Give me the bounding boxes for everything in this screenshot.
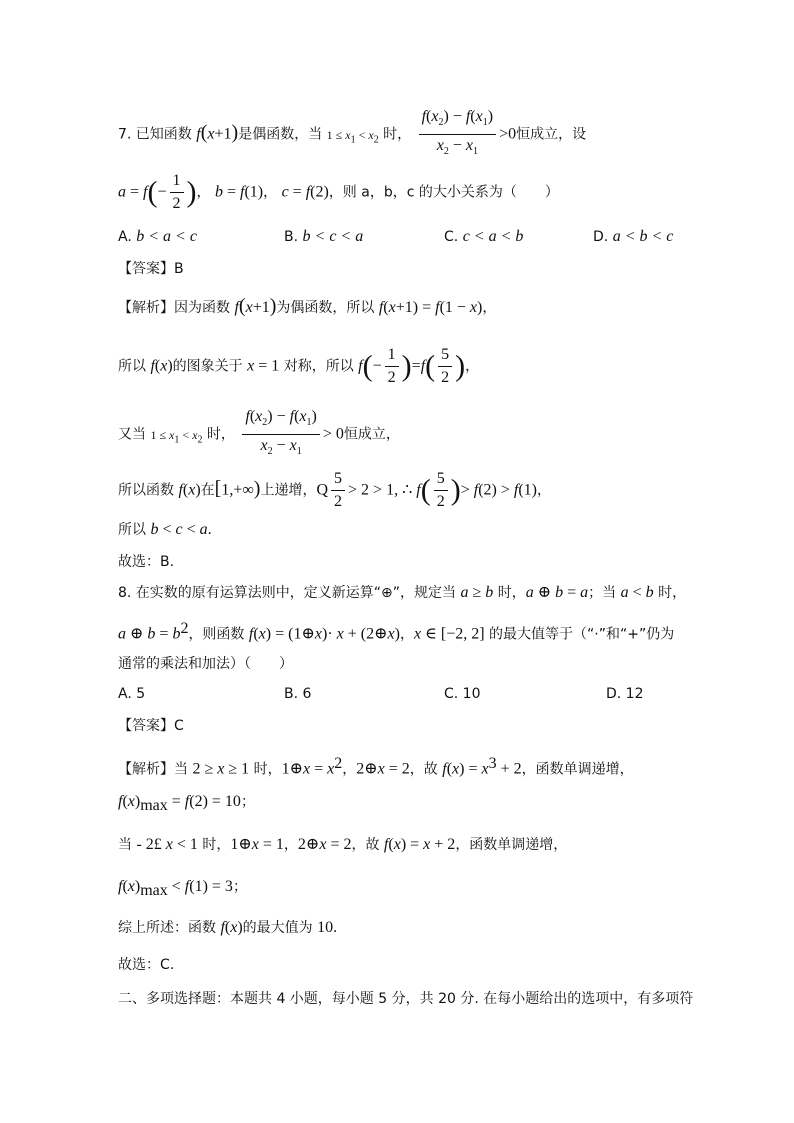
q7-fraction: $\frac{f(x_2) - f(x_1)}{x_2 - x_1}$: [419, 108, 496, 161]
section-2-heading: 二、多项选择题：本题共 4 小题，每小题 5 分，共 20 分. 在每小题给出的选项中，有多项符: [118, 991, 694, 1007]
q8-explanation-2: $f(x)_{max} = f(2) = 10$；: [118, 793, 255, 814]
q7-option-b: B. b < c < a: [284, 228, 364, 245]
q7-explanation-4: 所以函数 f(x)在[1,+∞)上递增，Q $\frac{5}{2}$ > 2 > 1, ∴ f( $\frac{5}{2}$ )> f(2) > f(1)，: [118, 470, 551, 510]
q7-line-2: a = f(− $\frac{1}{2}$ )， b = f(1)， c = f(2)，则 a，b，c 的大小关系为（ ）: [118, 172, 559, 212]
q8-summary: 综上所述：函数 f(x)的最大值为 10.: [118, 919, 338, 936]
q7-option-d: D. a < b < c: [593, 228, 674, 245]
q7-explanation-3: 又当 $1 \le x_1 < x_2$ 时， $\frac{f(x_2) - f(x_1)}{x_2 - x_1}$ > 0恒成立，: [118, 408, 400, 458]
q8-answer: 【答案】C: [118, 718, 184, 734]
q7-explanation-5: 所以 b < c < a.: [118, 521, 212, 538]
q7-explanation-1: 【解析】因为函数 f(x+1)为偶函数，所以 f(x+1) = f(1 − x)，: [118, 295, 497, 317]
q7-option-c: C. c < a < b: [444, 228, 524, 245]
q8-explanation-4: $f(x)_{max} < f(1) = 3$；: [118, 878, 247, 899]
q8-line-1: 8. 在实数的原有运算法则中，定义新运算“⊕”，规定当 a ≥ b 时，a ⊕ b = a；当 a < b 时，: [118, 584, 687, 601]
q8-option-b: B. 6: [284, 686, 312, 702]
q8-choice: 故选：C.: [118, 957, 175, 973]
q7-answer: 【答案】B: [118, 261, 184, 277]
q7-line-1: 7. 已知函数 f(x+1)是偶函数，当 $1 \le x_1 < x_2$ 时， $\frac{f(x_2) - f(x_1)}{x_2 - x_1}$ >0恒成立，设: [118, 108, 586, 161]
q8-explanation-3: 当 - 2£ x < 1 时，1⊕x = 1，2⊕x = 2，故 f(x) = x + 2，函数单调递增，: [118, 836, 568, 853]
q8-line-3: 通常的乘法和加法）（ ）: [118, 656, 293, 672]
q7-explanation-2: 所以 f(x)的图象关于 x = 1 对称，所以 f(− $\frac{1}{2}$ )=f( $\frac{5}{2}$ )，: [118, 346, 480, 386]
q7-option-a: A. b < a < c: [118, 228, 197, 245]
q8-option-d: D. 12: [606, 686, 644, 702]
q8-option-c: C. 10: [444, 686, 481, 702]
q7-choice: 故选：B.: [118, 554, 175, 570]
q8-line-2: a ⊕ $b = b^2$，则函数 f(x) = (1⊕x)· x + (2⊕x)，x ∈ [−2, 2] 的最大值等于（“·”和“+”仍为: [118, 620, 675, 643]
q8-option-a: A. 5: [118, 686, 146, 702]
q8-explanation-1: 【解析】当 2 ≥ x ≥ 1 时，1⊕x = $x^2$，2⊕x = 2，故 $f(x) = x^3 + 2$，函数单调递增，: [118, 755, 634, 778]
